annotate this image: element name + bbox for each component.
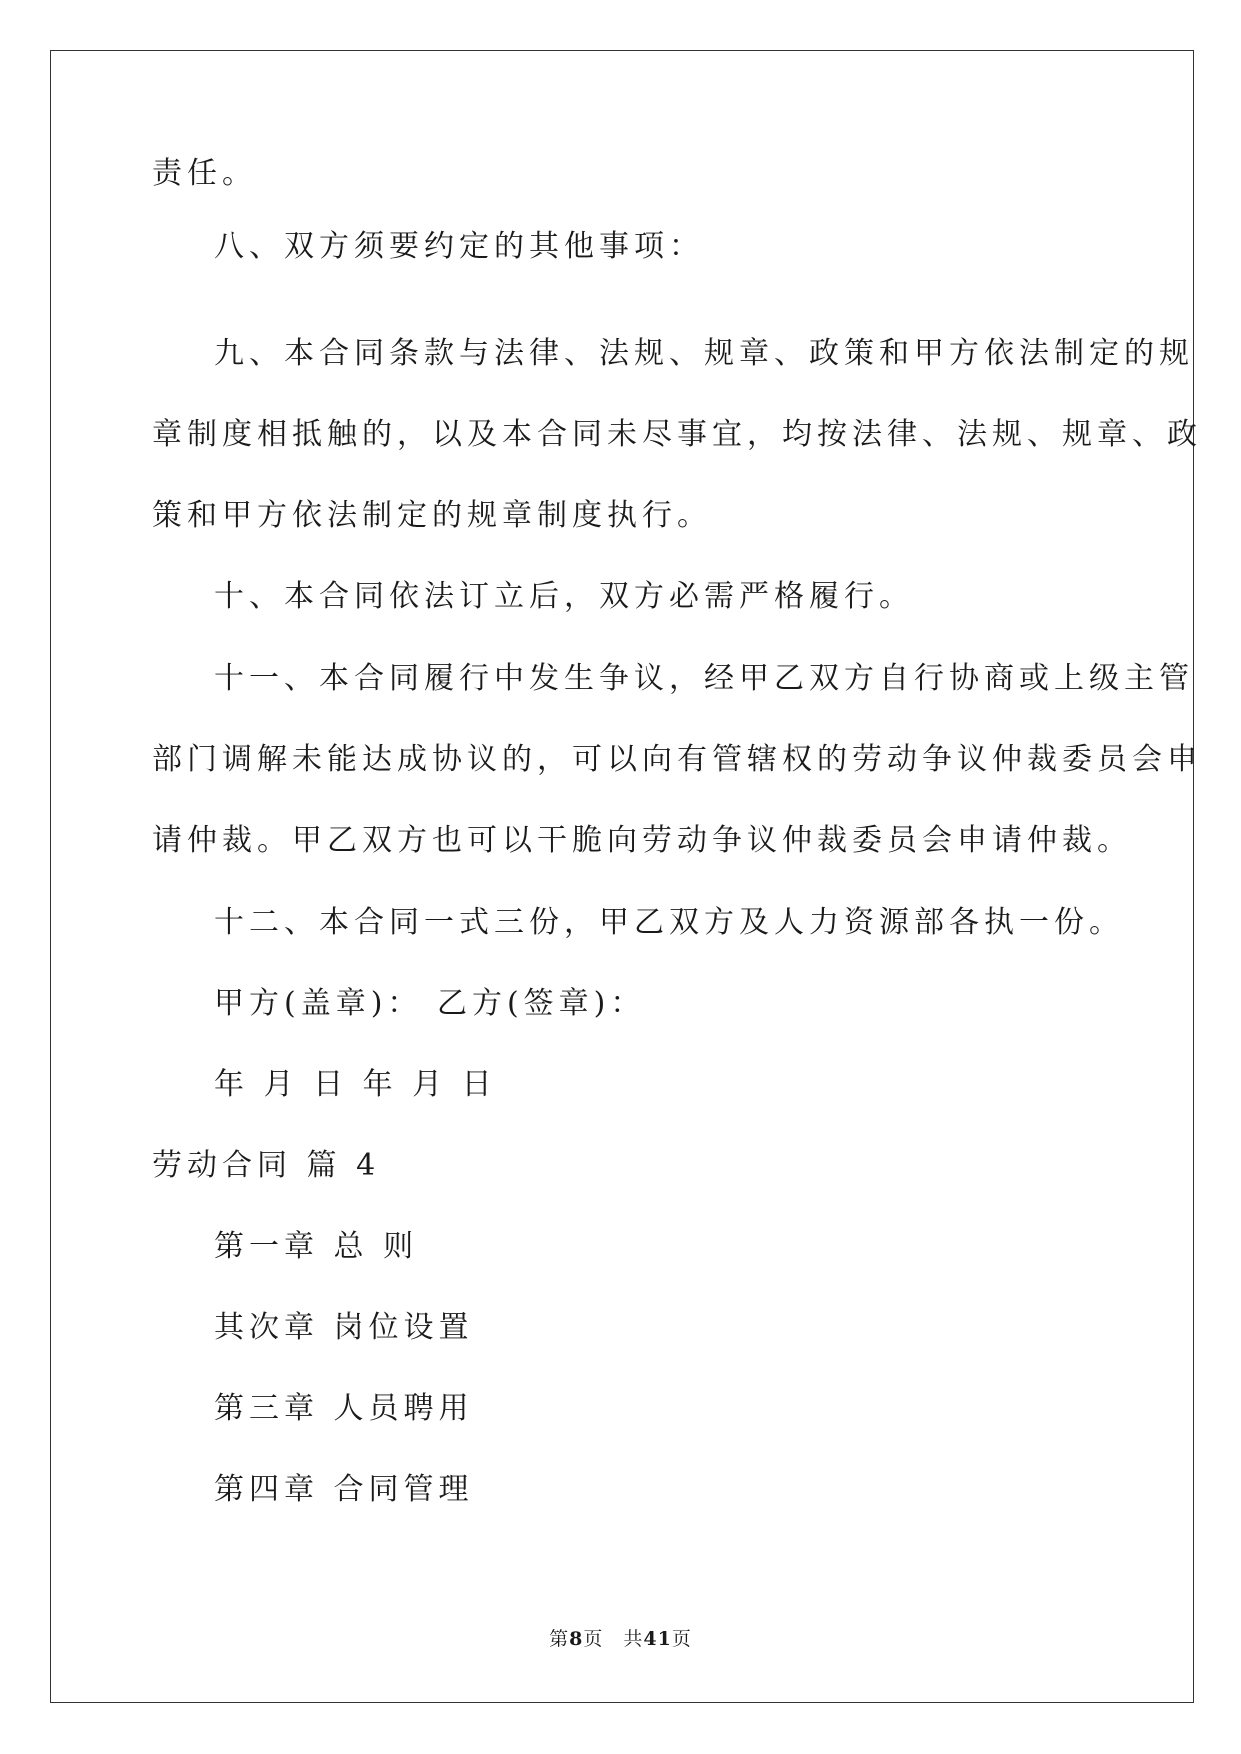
page-label-prefix: 第 xyxy=(549,1628,570,1650)
total-label-suffix: 页 xyxy=(671,1628,692,1650)
section-title: 劳动合同 篇 4 xyxy=(152,1148,381,1183)
chapter-heading: 第四章 合同管理 xyxy=(214,1472,474,1507)
total-page-count: 41 xyxy=(643,1628,672,1650)
paragraph-line: 部门调解未能达成协议的，可以向有管辖权的劳动争议仲裁委员会申 xyxy=(152,742,1202,777)
paragraph-line: 十、本合同依法订立后，双方必需严格履行。 xyxy=(214,579,914,614)
chapter-heading: 第三章 人员聘用 xyxy=(214,1391,474,1426)
paragraph-line: 章制度相抵触的，以及本合同未尽事宜，均按法律、法规、规章、政 xyxy=(152,417,1202,452)
chapter-heading: 第一章 总 则 xyxy=(214,1229,419,1264)
date-line: 年 月 日 年 月 日 xyxy=(214,1067,497,1102)
signature-line: 甲方(盖章)： 乙方(签章)： xyxy=(214,986,646,1021)
current-page-number: 8 xyxy=(569,1628,584,1650)
paragraph-line: 八、双方须要约定的其他事项： xyxy=(214,229,704,264)
paragraph-line: 策和甲方依法制定的规章制度执行。 xyxy=(152,498,712,533)
chapter-heading: 其次章 岗位设置 xyxy=(214,1310,474,1345)
paragraph-line: 十一、本合同履行中发生争议，经甲乙双方自行协商或上级主管 xyxy=(214,661,1194,696)
page-border xyxy=(50,50,1194,1703)
page-label-suffix: 页 xyxy=(583,1628,604,1650)
page-footer xyxy=(0,1626,1241,1652)
total-label-prefix: 共 xyxy=(623,1628,644,1650)
paragraph-line: 责任。 xyxy=(152,156,257,191)
paragraph-line: 九、本合同条款与法律、法规、规章、政策和甲方依法制定的规 xyxy=(214,336,1194,371)
paragraph-line: 请仲裁。甲乙双方也可以干脆向劳动争议仲裁委员会申请仲裁。 xyxy=(152,823,1132,858)
paragraph-line: 十二、本合同一式三份，甲乙双方及人力资源部各执一份。 xyxy=(214,905,1124,940)
